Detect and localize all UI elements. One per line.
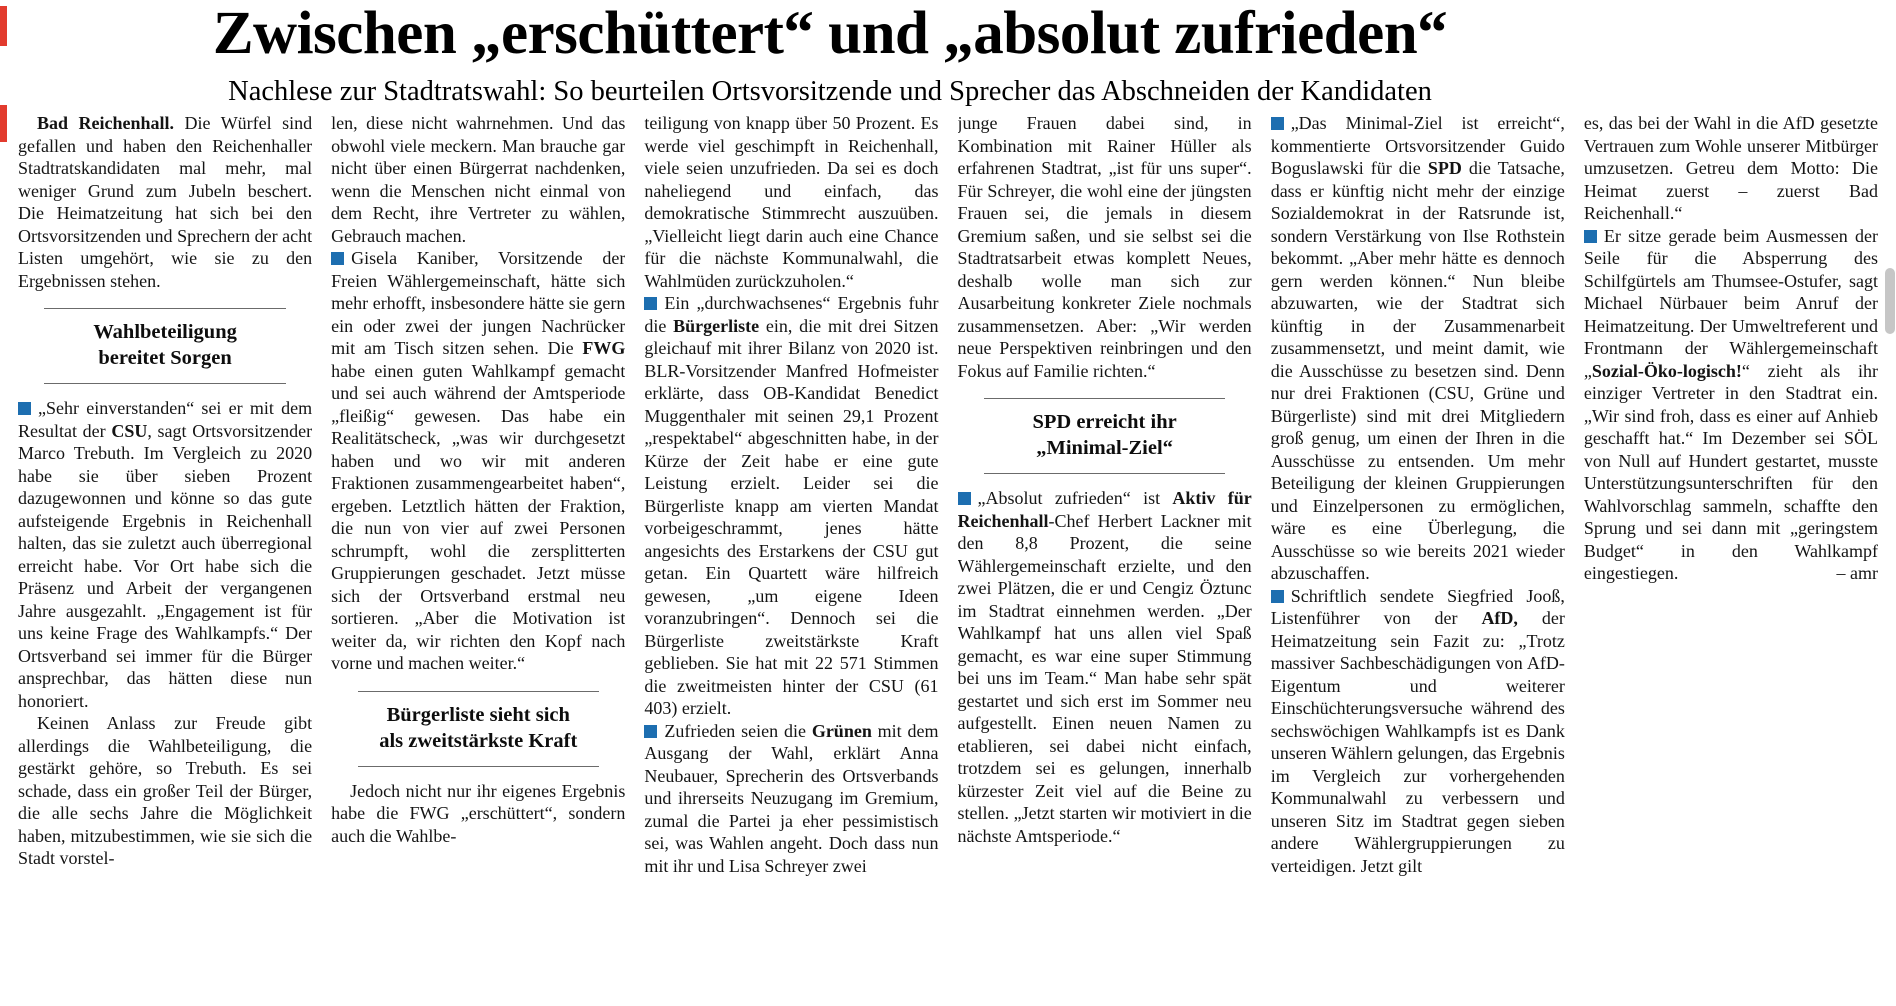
paragraph <box>1584 112 1878 225</box>
bullet-square-icon <box>1584 230 1597 243</box>
paragraph <box>644 720 938 878</box>
headline: Zwischen „erschüttert“ und „absolut zufrieden“ <box>212 0 1448 67</box>
bullet-square-icon <box>644 297 657 310</box>
subhead: Nachlese zur Stadtratswahl: So beurteilen Ortsvorsitzende und Sprecher das Abschneiden der Kandidaten <box>228 76 1432 108</box>
section-heading-text: SPD erreicht ihr „Minimal-Ziel“ <box>1032 411 1177 460</box>
article-header <box>0 0 1660 108</box>
text-run: Sozial-Öko-logisch! <box>1591 360 1742 381</box>
text-run: Er sitze gerade beim Ausmessen der Seile für die Absperrung des Schilfgürtels am Thumsee-Ostufer, sagt Michael Nürbauer beim Anruf der Heimatzeitung. Der Umweltreferent und Frontmann der Wählergemeinschaft „ <box>1583 225 1878 381</box>
text-run: Schriftlich sendete Siegfried Jooß, Listenführer von der <box>1270 585 1565 628</box>
text-run: die Tatsache, dass er künftig nicht mehr der einzige Sozialdemokrat in der Ratsrunde ist, sondern Verstärkung von Ilse Rothstein bekommt. „Aber mehr hätte es dennoch gern werden können.“ Nun bleibe abzuwarten, wie der Stadtrat sich künftig in der Zusammenarbeit zusammensetzt, und meint damit, wie die Ausschüsse zu besetzen sind. Denn nur drei Fraktionen (CSU, Grüne und Bürgerliste) sind mit drei Mitgliedern groß genug, um einen der Ihren in die Ausschüsse zu entsenden. Um mehr Beteiligung der kleinen Gruppierungen und Einzelpersonen zu ermöglichen, wäre es eine Überlegung, die Ausschüsse so wie bereits 2021 wieder abzuschaffen. <box>1270 158 1565 583</box>
page-edge-marker-bottom <box>0 105 7 142</box>
bullet-square-icon <box>331 252 344 265</box>
text-run: mit dem Ausgang der Wahl, erklärt Anna Neubauer, Sprecherin des Ortsverbands und ihrerseits Neuzugang im Gremium, zumal die Partei ja eher pessimistisch sei, was Wahlen angeht. Doch dass nun mit ihr und Lisa Schreyer zwei <box>644 720 939 876</box>
text-run: Aktiv für Reichenhall <box>957 488 1252 531</box>
paragraph <box>958 487 1252 847</box>
column-1 <box>18 112 312 1006</box>
text-run: Bürgerliste <box>673 315 760 336</box>
paragraph <box>644 292 938 720</box>
text-run: FWG <box>582 338 626 358</box>
text-run: Keinen Anlass zur Freude gibt allerdings die Wahlbeteiligung, die gestärkt gehöre, so Trebuth. Es sei schade, dass ein großer Teil der Bürger, die alle sechs Jahre die Möglichkeit haben, mitzubestimmen, wie sie sich die Stadt vorstel- <box>18 713 313 869</box>
paragraph <box>331 247 625 675</box>
text-run: -Chef Herbert Lackner mit den 8,8 Prozent, die seine Wählergemeinschaft erzielte, und den zwei Plätzen, die er und Cengiz Öztunc im Stadtrat einnehmen werden. „Der Wahlkampf hat uns allen viel Spaß gemacht, es war eine super Stimmung bei uns im Team.“ Man habe sehr spät gestartet und sich erst im Sommer neu aufgestellt. Einen neuen Namen zu etablieren, sei dabei nicht einfach, trotzdem sei es gelungen, innerhalb kürzester Zeit viel auf die Beine zu stellen. „Jetzt starten wir motiviert in die nächste Amtsperiode.“ <box>957 510 1252 846</box>
paragraph <box>18 397 312 712</box>
text-run: habe einen guten Wahlkampf gemacht und sei auch während der Amtsperiode „fleißig“ gewesen. Das habe ein Realitätscheck, „was wir durchgesetzt haben und wo wir mit anderen Fraktionen zusammengearbeitet haben“, ergeben. Letztlich hätten der Fraktion, die nun von vier auf zwei Personen schrumpft, wohl die zersplitterten Gruppierungen geschadet. Jetzt müsse sich der Ortsverband erstmal neu sortieren. „Aber die Motivation ist weiter da, wir richten den Kopf nach vorne und machen weiter.“ <box>331 360 626 673</box>
text-run: teiligung von knapp über 50 Prozent. Es werde viel geschimpft in Reichenhall, viele seien unzufrieden. Da sei es doch naheliegend und einfach, das demokratische Stimmrecht auszuüben. „Vielleicht liegt darin auch eine Chance für die nächste Kommunalwahl, die Wahlmüden zurückzuholen.“ <box>644 113 939 291</box>
paragraph <box>18 112 312 292</box>
text-run: Jedoch nicht nur ihr eigenes Ergebnis habe die FWG „erschüttert“, sondern auch die Wahlbe- <box>331 780 626 846</box>
bullet-square-icon <box>18 402 31 415</box>
heading-rule-top <box>44 308 285 309</box>
text-run: “ zieht als ihr einziger Vertreter in den Stadtrat ein. „Wir sind froh, dass es einer auf Anhieb geschafft hat.“ Im Dezember sei SÖL von Null auf Hundert gestartet, musste Unterstützungsunterschriften für den Wahlvorschlag sammeln, schaffte den Sprung und sei dann mit „geringstem Budget“ in den Wahlkampf eingestiegen. <box>1583 360 1878 583</box>
text-run: Die Würfel sind gefallen und haben den Reichenhaller Stadtratskandidaten mal mehr, mal weniger Grund zum Jubeln beschert. Die Heimatzeitung hat sich bei den Ortsvorsitzenden und Sprechern der acht Listen umgehört, wie sie zu den Ergebnissen stehen. <box>18 113 313 291</box>
section-heading <box>18 308 312 384</box>
paragraph <box>1584 225 1878 585</box>
text-run: der Heimatzeitung sein Fazit zu: „Trotz massiver Sachbeschädigungen von AfD-Eigentum und weiterer Einschüchterungsversuche während des sechswöchigen Wahlkampfs ist es Dank unseren Wählern gelungen, das Ergebnis im Vergleich zur vorhergehenden Kommunalwahl zu verbessern und unseren Sitz im Stadtrat gegen sieben andere Wählergruppierungen zu verteidigen. Jetzt gilt <box>1270 608 1565 876</box>
text-run: CSU <box>111 420 148 441</box>
bullet-square-icon <box>1271 590 1284 603</box>
text-run: ein, die mit drei Sitzen gleichauf mit ihrer Bilanz von 2020 ist. BLR-Vorsitzender Manfred Hofmeister erklärte, dass OB-Kandidat Benedict Muggenthaler mit seinen 29,1 Prozent „respektabel“ abgeschnitten habe, in der Kürze der Zeit habe er eine gute Leistung erzielt. Leider sei die Bürgerliste knapp am vierten Mandat vorbeigeschrammt, jenes hätte angesichts des Erstarkens der CSU gut getan. Ein Quartett wäre hilfreich gewesen, „um eigene Ideen voranzubringen“. Dennoch sei die Bürgerliste zweitstärkste Kraft geblieben. Sie hat mit 22 571 Stimmen die zweitmeisten hinter der CSU (61 403) erzielt. <box>644 315 939 718</box>
column-5 <box>1271 112 1565 1006</box>
section-heading <box>331 691 625 767</box>
paragraph <box>331 112 625 247</box>
text-run: Ein „durchwachsenes“ Ergebnis fuhr die <box>644 293 939 336</box>
paragraph <box>331 780 625 848</box>
paragraph <box>1271 112 1565 585</box>
section-heading-text: Bürgerliste sieht sich als zweitstärkste Kraft <box>379 703 578 752</box>
paragraph <box>958 112 1252 382</box>
section-heading-text: Wahlbeteiligung bereitet Sorgen <box>93 321 237 370</box>
paragraph <box>18 712 312 870</box>
text-run: SPD <box>1427 158 1462 178</box>
heading-rule-top <box>984 398 1225 399</box>
article-columns <box>18 112 1878 1006</box>
text-run: „Das Minimal-Ziel ist erreicht“, kommentierte Ortsvorsitzender Guido Boguslawski für die <box>1270 113 1565 178</box>
scrollbar-thumb[interactable] <box>1885 268 1895 334</box>
bullet-square-icon <box>958 492 971 505</box>
heading-rule-bottom <box>358 766 599 767</box>
paragraph <box>644 112 938 292</box>
text-run: junge Frauen dabei sind, in Kombination mit Rainer Hüller als erfahrenen Stadtrat, „ist für uns super“. Für Schreyer, die wohl eine der jüngsten Frauen sei, die jemals in diesem Gremium saßen, und sie selbst sei die Stadtratsarbeit etwas komplett Neues, deshalb wolle man sich zur Ausarbeitung konkreter Ziele nochmals zusammensetzen. Aber: „Wir werden neue Perspektiven reinbringen und den Fokus auf Familie richten.“ <box>957 113 1252 381</box>
heading-rule-bottom <box>44 383 285 384</box>
section-heading <box>958 398 1252 474</box>
text-run: Zufrieden seien die <box>664 720 812 741</box>
heading-rule-top <box>358 691 599 692</box>
text-run: „Absolut zufrieden“ ist <box>977 488 1173 509</box>
column-6 <box>1584 112 1878 1006</box>
bullet-square-icon <box>1271 117 1284 130</box>
column-4 <box>958 112 1252 1006</box>
heading-rule-bottom <box>984 473 1225 474</box>
bullet-square-icon <box>644 725 657 738</box>
column-3 <box>644 112 938 1006</box>
text-run: , sagt Ortsvorsitzender Marco Trebuth. Im Vergleich zu 2020 habe sie über sieben Prozent dazugewonnen und könne so das gute aufsteigende Ergebnis in Reichenhall halten, das sie zuletzt auch überregional erreicht habe. Vor Ort habe sich die Präsenz und Arbeit der vergangenen Jahre ausgezahlt. „Engagement ist für uns keine Frage des Wahlkampfs.“ Der Ortsverband sei immer für die Bürger ansprechbar, das hätten diese nun honoriert. <box>18 420 313 711</box>
paragraph <box>1271 585 1565 878</box>
text-run: AfD, <box>1481 608 1518 628</box>
text-run: Bad Reichenhall. <box>37 113 175 133</box>
text-run: Grünen <box>811 720 872 741</box>
author-initials: – amr <box>1836 563 1878 583</box>
text-run: Gisela Kaniber, Vorsitzende der Freien Wählergemeinschaft, hätte sich mehr erhofft, insbesondere hätte sie gern ein oder zwei der jungen Nachrücker mit am Tisch sitzen sehen. Die <box>331 248 626 358</box>
text-run: es, das bei der Wahl in die AfD gesetzte Vertrauen zum Wohle unserer Mitbürger umzusetzen. Getreu dem Motto: Die Heimat zuerst – zuerst Bad Reichenhall.“ <box>1583 113 1878 223</box>
column-2 <box>331 112 625 1006</box>
text-run: len, diese nicht wahrnehmen. Und das obwohl viele meckern. Man brauche gar nicht über einen Bürgerrat nachdenken, wenn die Menschen nicht einmal von dem Recht, ihre Vertreter zu wählen, Gebrauch machen. <box>331 113 626 246</box>
text-run: „Sehr einverstanden“ sei er mit dem Resultat der <box>18 398 313 441</box>
